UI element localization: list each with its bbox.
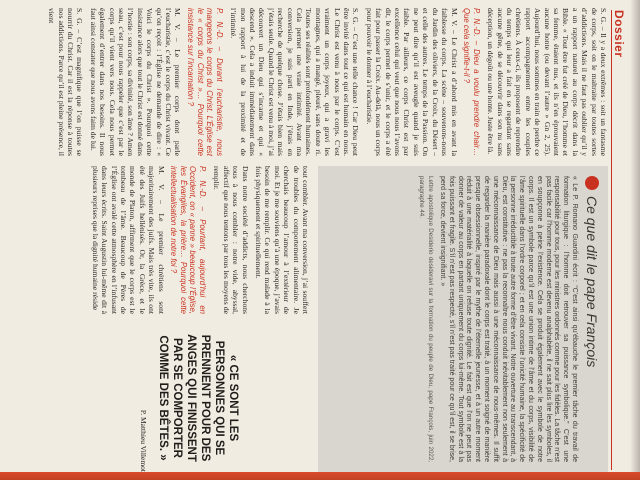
paragraph: M. V. – Le premier chrétiens sont majoritairement des juifs. Mais très vite, ils ont été des Juifs hellénisés. Or, la Grèce, et le monde de Platon, affirment que le corps est le tombeau de l’âme. Beaucoup de Pères de l’Église ont avalé cette atmosphère en l’infusant dans leurs écrits. Saint Augustin lui-même dit à plusieurs reprises que la dignité humaine réside — [90, 166, 166, 314]
section-title: Dossier — [612, 10, 626, 58]
sidebar-title: Ce que dit le pape François — [584, 196, 600, 368]
column-2 — [10, 166, 310, 314]
paragraph: S. G. – C’est magnifique que l’on puisse se nourrir du Christ. Car il est la réponse à toutes nos addictions. Parce qu’il est pleine présence, il vient — [47, 8, 85, 156]
paragraph: S. G. – Il y a deux extrêmes : soit un fantasme de corps, soit on le maltraite par toutes sortes d’addictions. Mais il ne faut pas oublier qu’il y a un rapport naturel au corps décrit dans la Bible. « Tout être fut créé de Dieu, l’homme et sa femme, étaient nus, et ils n’en éprouvaient aucune honte (ou devant l’autre » Gn 2, 25). Aujourd’hui, nous sommes en train de perdre ce rapport accompagnement entre les couples chrétiens. À ceux-ci, ils proposent de reprendre du temps qui leur a fait en se regardant sans aucune gêne, de se découvrir dans son nu sans déception, un dégoût ou une honte. Juste être là. — [486, 8, 608, 156]
magazine-spine — [0, 472, 640, 480]
column-1 — [13, 8, 608, 156]
sidebar-source: Lettre apostolique Desiderio desideravi sur la formation du peuple de Dieu, pape François, juin 2022, paragraphe 44. — [418, 176, 435, 462]
page-shadow — [630, 0, 640, 480]
sidebar-heading — [584, 176, 600, 462]
column-3 — [10, 324, 310, 472]
bullet-icon — [585, 176, 599, 190]
paragraph: M. V. – Le premier corps dont parle l’eucharistie, c’est le corps du Christ vivant. Ce qu’on reçoit : l’Église ne demande de dire : « Voici le corps du Christ ». Pourquoi cette insistance alors que tout le Christ est donné dans l’hostie : son corps, sa divinité, son âme ? Amen seau, c’est pour nous rappeler que c’est par le corps qu’il vient vers nous. Cela nous permet également d’entrer dans nos besoins. Il nous faut ainsi constater que nous avons faim de lui. — [88, 8, 183, 156]
section-header — [611, 10, 628, 470]
paragraph: S. G. – C’est une telle chance ! Car Dieu peut être invité dans tout ce qui est humain en nous. Le Christ est venu à nous par le corps. C’est vraiment un corps joyeux, qui a gravi les montagnes, qui a mangé, pleuré, sans doute ri. Toutes ses réalités sont profondément humaines. Cela permet une vraie intimité. Avant ma conversion, je suis parti en Inde, j’étais en recherche de quelque chose. J’étais bien mais j’étais seule. Quand le Christ est venu à moi, j’ai découvert un Dieu qui s’incarne et qui « descend ». Cela a induit immédiatement dans mon rapport à lui de la proximité et de l’intimité. — [229, 8, 361, 156]
paragraph: Dans notre société d’addicts, nous cherchons tous à nous combler : notre vide, abyssal, affectif que nous tentons par tous les moyens de remplir. — [212, 166, 250, 314]
paragraph: tout combler. Avant ma conversion, j’ai souffert de troubles du comportement alimentaire. Je cherchais beaucoup l’amour à l’extérieur de moi. Et je me souviens qu’à une époque, j’avais besoin de me remplir. Ce qui rend malade à la fois physiquement et spirituellement. — [253, 166, 310, 314]
sidebar-text — [417, 176, 578, 462]
pull-quote-text: « CE SONT LES PERSONNES QUI SE PRENNENT POUR DES ANGES QUI FINISSENT PAR SE COMPORTER COMME DES BÊTES. » — [157, 334, 239, 462]
pull-quote-author: P. Matthieu Villemot — [139, 409, 148, 472]
question: P. N.-D. – Pourtant, aujourd’hui en Occident, on « panne » beaucoup l’Église, les Évangiles, la prière… Pourquoi cette intellectualisation de notre foi ? — [169, 166, 207, 314]
pull-quote — [136, 324, 240, 472]
sidebar-quote: « Le P. Romano Guardini écrit : “C’est ainsi qu’ébauche le premier tâche du travail de formation liturgique : l’homme doit retrouver sa puissance symbolique.” C’est une responsabilité pour tous, pour les ministres ordonnés comme pour les fidèles. La tâche n’est pas facile car l’homme moderne est devenu analphabète, il ne sait plus lire les symboles, il en soupçonne à peine l’existence. Cela se produit également avec le symbole de notre corps. Il est un symbole parce qu’il est une union intime de l’âme et du corps, visibilité de l’âme spirituelle dans l’ordre corporel ; et en cela consiste l’unicité humaine, la spécificité de la personne irréductible à toute autre forme d’être vivant. Notre ouverture au transcendant, à Dieu, est constitutive : ne pas la reconnaître nous conduit inévitablement non seulement à une méconnaissance de Dieu mais aussi à une méconnaissance de nous-mêmes. Il suffit de regarder la manière paradoxale dont le corps est traité, à un moment soigné de manière presque obsessionnelle, inspiré par le mythe de l’éternelle jeunesse, et à un autre moment réduit à une matérialité à laquelle on refuse toute dignité. Le fait est que l’on ne peut pas donner de valeur au corps en partant uniquement du corps lui-même. Tout symbole est à la fois puissant et fragile. S’il n’est pas respecté, s’il n’est pas traité pour ce qu’il est, il se brise, perd sa force, devient insignifiant. » — [439, 176, 578, 462]
paragraph: M. V. – Le Christ a d’abord mis en avant la faiblesse du corps. La scène – souvenons-nous du Jardin des oliviers, de la Croix, du Désert – et celle des autres. Le temps de la Passion. On ne peut dire qu’il est aveugle quand je suis faible. Par ailleurs, ce corps Christ est par excellence celui qui veut que nous nous l’avons dit, le corps permet de s’unir, et le corps a été fait pour passer la Croix. Au-delà, nous un corps pour pouvoir le donner à l’eucharistie. — [364, 8, 459, 156]
sidebar-box — [318, 166, 608, 472]
question: P. N.-D. – Dieu a voulu prendre chair… Que cela signifie-t-il ? — [462, 8, 481, 156]
question: P. N.-D. – Durant l’eucharistie, nous mangeons le corps du Christ. L’Église est le « corps du Christ »… Pourquoi cette insistance sur l’incarnation ? — [186, 8, 224, 156]
